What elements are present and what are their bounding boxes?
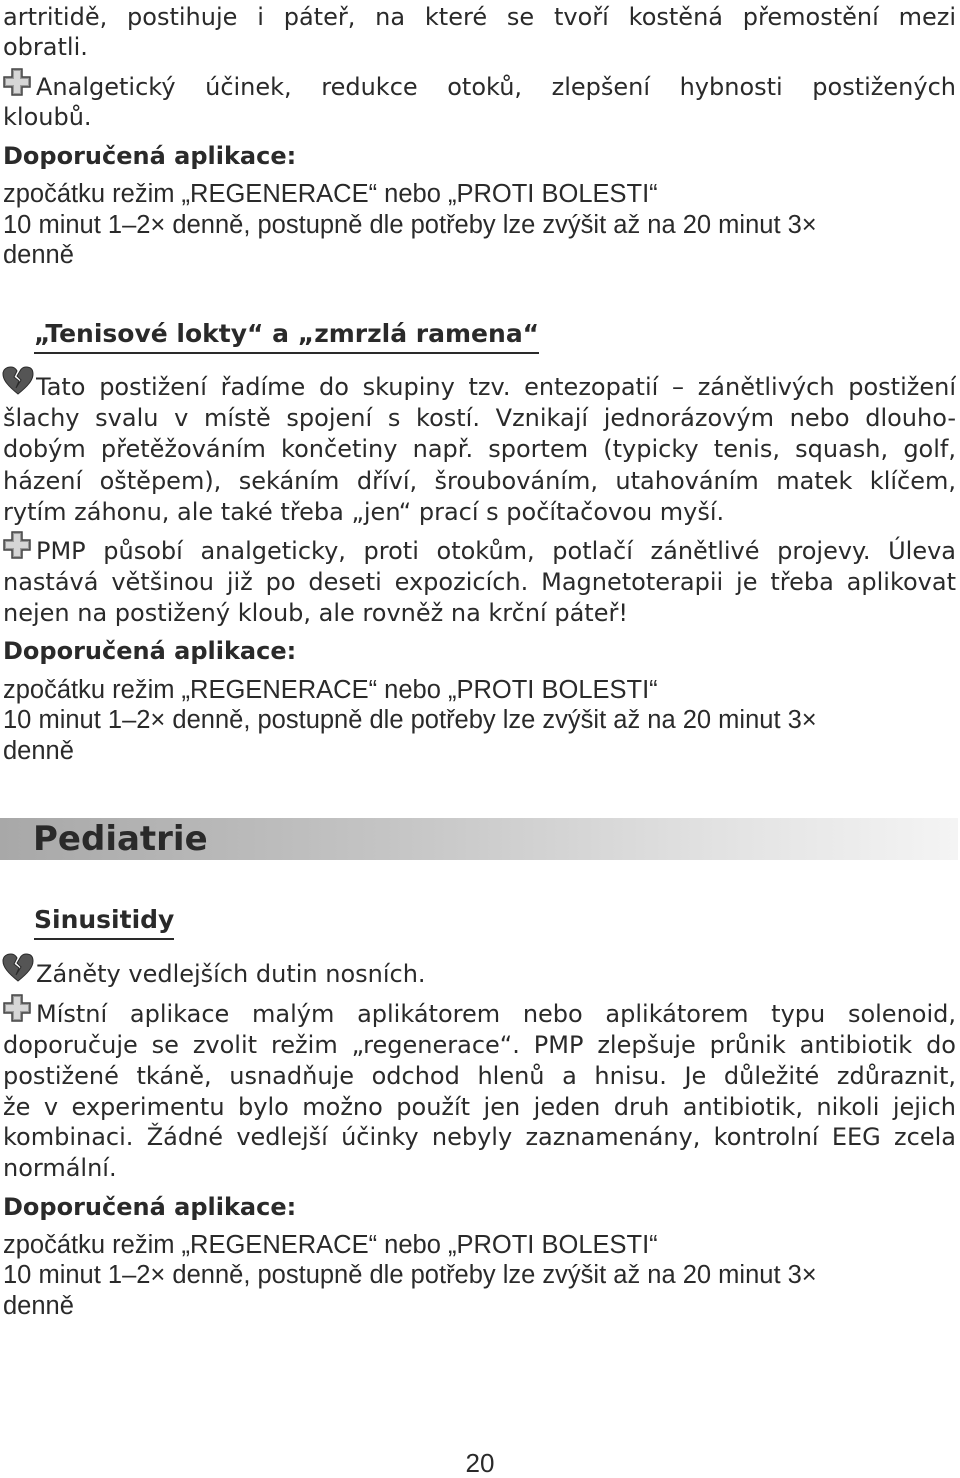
application-mode: zpočátku režim „REGENERACE“ nebo „PROTI BOLESTI“ [3, 676, 658, 704]
application-mode: zpočátku režim „REGENERACE“ nebo „PROTI BOLESTI“ [3, 180, 658, 208]
effect-line: že v experimentu bylo možno použít jen jeden druh antibiotik, nikoli jejich [3, 1093, 956, 1121]
application-dose: denně [3, 241, 74, 269]
application-dose: 10 minut 1–2× denně, postupně dle potřeby lze zvýšit až na 20 minut 3× [3, 1261, 817, 1289]
plus-cross-icon [2, 993, 32, 1023]
effect-line: Místní aplikace malým aplikátorem nebo aplikátorem typu solenoid, [36, 1000, 956, 1028]
effect-line: kloubů. [3, 103, 92, 131]
effect-line: postižené tkáně, usnadňuje odchod hlenů a hnisu. Je důležité zdůraznit, [3, 1062, 956, 1090]
broken-heart-icon [2, 953, 34, 983]
effect-line: kombinaci. Žádné vedlejší účinky nebyly zaznamenány, kontrolní EEG zcela [3, 1123, 956, 1151]
effect-line: Analgetický účinek, redukce otoků, zlepšení hybnosti postižených [36, 73, 956, 101]
section-title: Pediatrie [33, 819, 208, 859]
application-dose: 10 minut 1–2× denně, postupně dle potřeby lze zvýšit až na 20 minut 3× [3, 706, 817, 734]
symptoms-line: házení oštěpem), sekáním dříví, šroubováním, utahováním matek klíčem, [3, 467, 956, 495]
effect-line: PMP působí analgeticky, proti otokům, potlačí zánětlivé projevy. Úleva [36, 537, 956, 565]
plus-cross-icon [2, 530, 32, 560]
symptoms-line: Záněty vedlejších dutin nosních. [36, 960, 426, 988]
application-dose: 10 minut 1–2× denně, postupně dle potřeby lze zvýšit až na 20 minut 3× [3, 211, 817, 239]
application-dose: denně [3, 737, 74, 765]
symptoms-line: rytím záhonu, ale také třeba „jen“ prací s počítačovou myší. [3, 498, 725, 526]
broken-heart-icon [2, 366, 34, 396]
symptoms-line: dobým přetěžováním končetiny např. sportem (typicky tenis, squash, golf, [3, 435, 956, 463]
application-dose: denně [3, 1292, 74, 1320]
subsection-title: Sinusitidy [34, 904, 174, 940]
paragraph-line: obratli. [3, 33, 88, 61]
subsection-title: „Tenisové lokty“ a „zmrzlá ramena“ [34, 318, 539, 354]
effect-line: nejen na postižený kloub, ale rovněž na krční páteř! [3, 599, 628, 627]
page-number: 20 [465, 1448, 495, 1478]
symptoms-line: Tato postižení řadíme do skupiny tzv. entezopatií – zánětlivých postižení [36, 373, 956, 401]
application-heading: Doporučená aplikace: [3, 637, 297, 665]
application-heading: Doporučená aplikace: [3, 1193, 297, 1221]
application-mode: zpočátku režim „REGENERACE“ nebo „PROTI BOLESTI“ [3, 1231, 658, 1259]
application-heading: Doporučená aplikace: [3, 142, 297, 170]
effect-line: normální. [3, 1154, 117, 1182]
effect-line: doporučuje se zvolit režim „regenerace“. PMP zlepšuje průnik antibiotik do [3, 1031, 956, 1059]
symptoms-line: šlachy svalu v místě spojení s kostí. Vznikají jednorázovým nebo dlouho- [3, 404, 956, 432]
plus-cross-icon [2, 67, 32, 97]
paragraph-line: artritidě, postihuje i páteř, na které se tvoří kostěná přemostění mezi [3, 3, 956, 31]
effect-line: nastává většinou již po deseti expozicích. Magnetoterapii je třeba aplikovat [3, 568, 956, 596]
